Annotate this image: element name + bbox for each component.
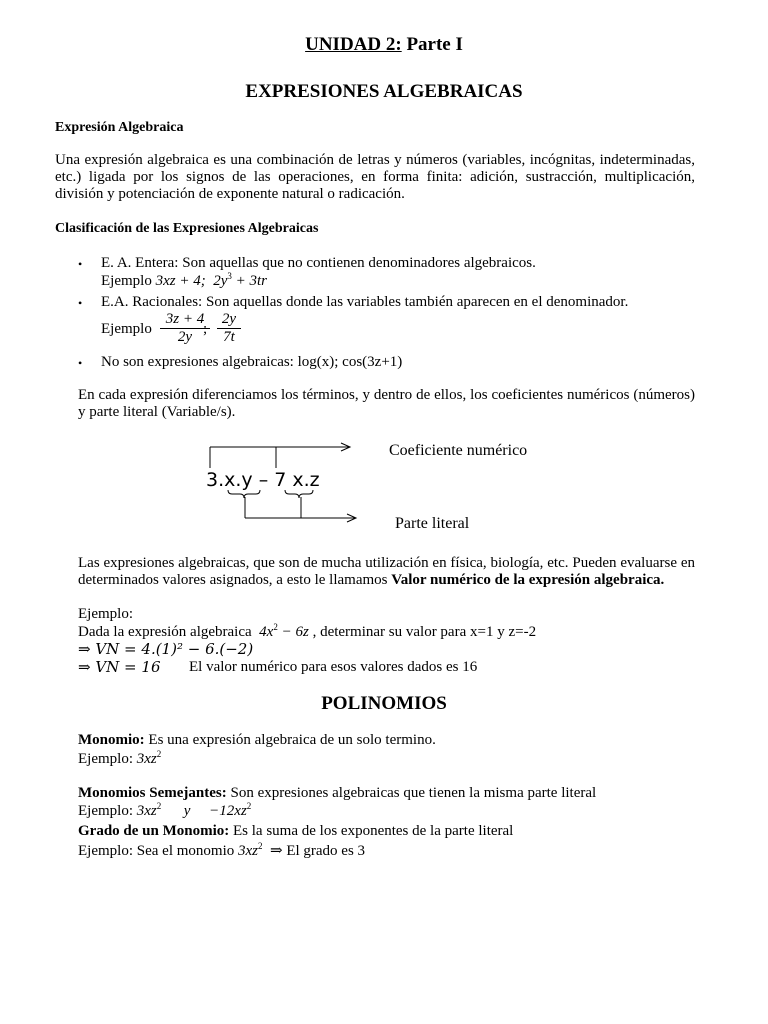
fraction-2-denominator: 7t <box>223 329 235 345</box>
exponent: 2 <box>156 801 162 811</box>
bullet-entera: E. A. Entera: Son aquellas que no contienen denominadores algebraicos. <box>101 255 536 271</box>
bullet-marker: • <box>78 356 83 370</box>
semejantes-def: Son expresiones algebraicas que tienen la misma parte literal <box>226 785 597 801</box>
example-expr-a: 4x <box>259 624 274 640</box>
grado-example <box>78 843 365 860</box>
label-coeficiente: Coeficiente numérico <box>389 442 528 459</box>
terms-paragraph: En cada expresión diferenciamos los términos, y dentro de ellos, los coeficientes numéricos (números) y parte literal (Variable/s). <box>78 387 695 420</box>
example-expr-b-post: + 3tr <box>231 273 268 289</box>
example-statement <box>78 624 536 641</box>
fraction-1-denominator: 2y <box>177 329 193 345</box>
grado-definition <box>78 823 513 840</box>
monomio-example-expr: 3xz <box>136 751 157 767</box>
bullet-no-algebraicas: No son expresiones algebraicas: log(x); cos(3z+1) <box>101 354 403 370</box>
grado-example-expr: 3xz <box>238 843 258 859</box>
monomio-example <box>78 751 161 768</box>
example-label: Ejemplo <box>101 273 152 289</box>
polinomios-title: POLINOMIOS <box>321 693 447 714</box>
semejantes-y: y <box>183 803 191 819</box>
section-heading-expresion: Expresión Algebraica <box>55 120 184 135</box>
diagram-expression: 3.x.y – 7 x.z <box>206 469 320 491</box>
unit-part: Parte I <box>401 34 463 55</box>
exponent: 2 <box>246 801 252 811</box>
semejantes-definition <box>78 785 596 802</box>
valor-numerico-term: Valor numérico de la expresión algebraica. <box>391 572 665 588</box>
monomio-example-label: Ejemplo: <box>78 751 133 767</box>
exponent: 2 <box>258 841 263 851</box>
semejantes-example-label: Ejemplo: <box>78 803 133 819</box>
valor-numerico-paragraph <box>78 555 695 589</box>
page-title: EXPRESIONES ALGEBRAICAS <box>245 81 523 102</box>
grado-result: El grado es 3 <box>286 843 366 859</box>
label-parte-literal: Parte literal <box>395 515 470 532</box>
fraction-separator: ; <box>203 321 208 337</box>
fraction-2-numerator: 2y <box>217 311 241 329</box>
example-expr-b-exp: 3 <box>227 271 232 281</box>
implies-icon: ⇒ <box>270 843 283 859</box>
bullet-marker: • <box>78 296 83 310</box>
grado-example-pre: Sea el monomio <box>136 843 235 859</box>
unit-label: UNIDAD 2: <box>305 34 402 55</box>
grado-def: Es la suma de los exponentes de la parte literal <box>229 823 514 839</box>
example-expr-b-pre: 2y <box>213 273 228 289</box>
calc-result-note: El valor numérico para esos valores dados es 16 <box>189 659 478 675</box>
valor-numerico-text: Las expresiones algebraicas, que son de mucha utilización en física, biología, etc. Pueden evaluarse en determinados valores asignados, a esto le llamamos <box>78 555 695 588</box>
grado-example-label: Ejemplo: <box>78 843 133 859</box>
example-expr-exp: 2 <box>273 622 278 632</box>
definition-paragraph: Una expresión algebraica es una combinación de letras y números (variables, incógnitas, indeterminadas, etc.) ligada por los signos de las operaciones, en forma finita: adición, sustracción, multiplicación, división y potenciación de exponente natural o radicación. <box>55 152 695 202</box>
example-label: Ejemplo: <box>78 606 133 622</box>
example-expr-b: − 6z <box>277 624 309 640</box>
example-expr-a: 3xz + 4; <box>155 273 206 289</box>
semejantes-example <box>78 803 251 820</box>
example-racionales-label: Ejemplo <box>101 321 152 337</box>
monomio-term: Monomio: <box>78 732 145 748</box>
semejantes-expr-a: 3xz <box>136 803 157 819</box>
calc-step-2: ⇒ VN = 16 <box>78 658 161 676</box>
example-statement-post: , determinar su valor para x=1 y z=-2 <box>312 624 537 640</box>
monomio-definition <box>78 732 436 749</box>
grado-term: Grado de un Monomio: <box>78 823 230 839</box>
monomio-def: Es una expresión algebraica de un solo termino. <box>144 732 436 748</box>
exponent: 2 <box>156 749 162 759</box>
section-heading-clasificacion: Clasificación de las Expresiones Algebraicas <box>55 221 319 236</box>
semejantes-term: Monomios Semejantes: <box>78 785 227 801</box>
semejantes-expr-b: −12xz <box>209 803 247 819</box>
fraction-1-numerator: 3z + 4 <box>160 311 210 329</box>
example-statement-pre: Dada la expresión algebraica <box>78 624 252 640</box>
bullet-marker: • <box>78 257 83 271</box>
calc-step-1: ⇒ VN = 4.(1)² − 6.(−2) <box>78 640 254 658</box>
bullet-racionales: E.A. Racionales: Son aquellas donde las variables también aparecen en el denominador. <box>101 294 629 310</box>
